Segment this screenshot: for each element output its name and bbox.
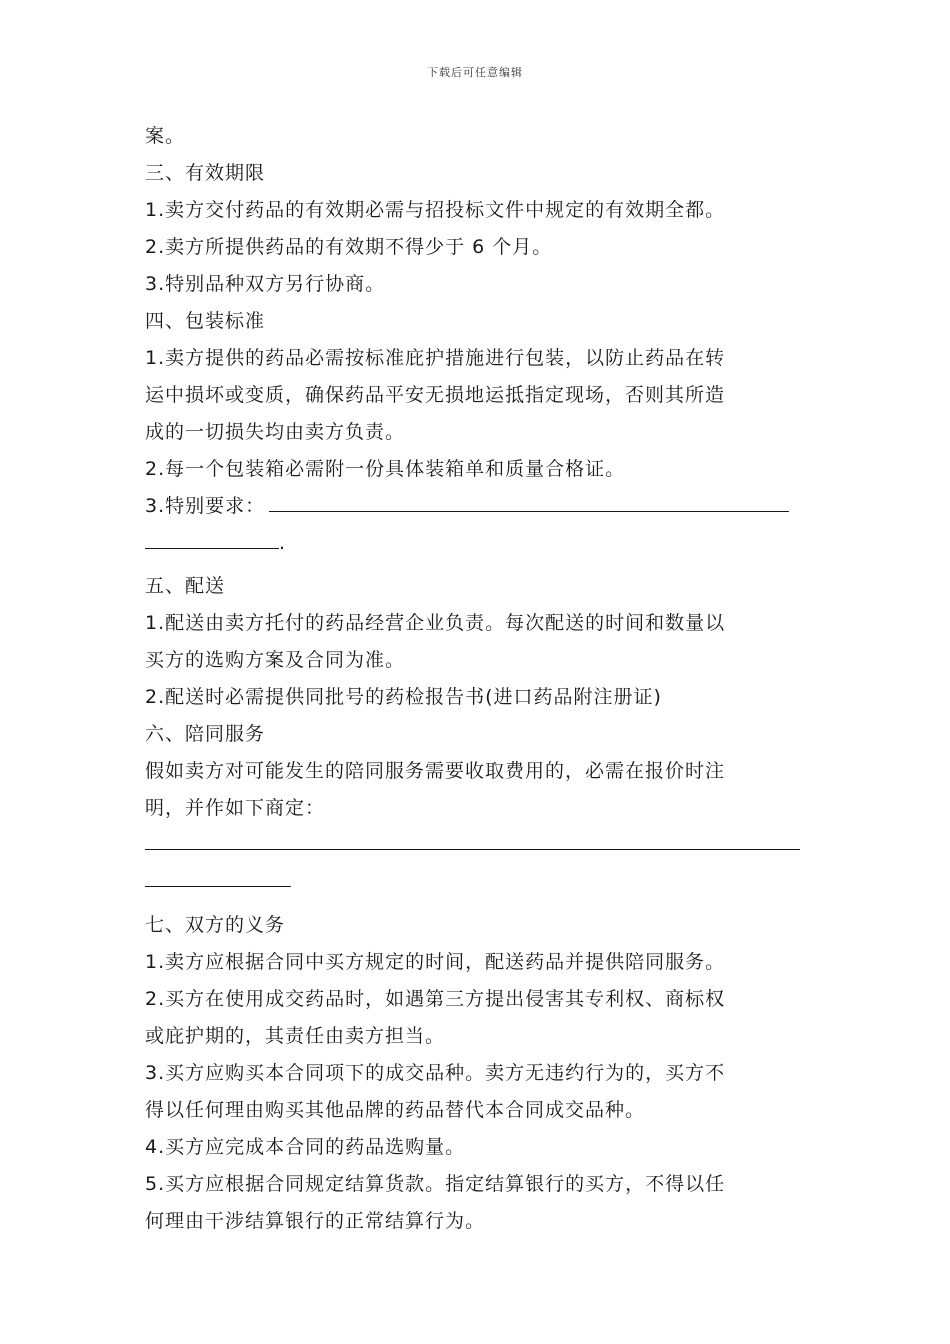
fill-in-blank <box>269 491 789 512</box>
section-heading: 六、陪同服务 <box>145 723 266 745</box>
page-header-note: 下载后可任意编辑 <box>427 66 523 79</box>
text-line: 明，并作如下商定： <box>145 797 326 819</box>
text-line: 运中损坏或变质，确保药品平安无损地运抵指定现场，否则其所造 <box>145 384 726 406</box>
text-line: 2.每一个包装箱必需附一份具体装箱单和质量合格证。 <box>145 458 626 480</box>
text-line: 案。 <box>145 125 186 147</box>
text-line: 2.买方在使用成交药品时，如遇第三方提出侵害其专利权、商标权 <box>145 988 726 1010</box>
text-line: 1.卖方应根据合同中买方规定的时间，配送药品并提供陪同服务。 <box>145 951 726 973</box>
text-line: 或庇护期的，其责任由卖方担当。 <box>145 1025 446 1047</box>
special-request-line <box>145 488 810 525</box>
agreement-fill-line <box>145 864 810 901</box>
section-heading: 七、双方的义务 <box>145 914 286 936</box>
fill-in-blank <box>145 866 291 887</box>
special-request-continuation <box>145 525 810 562</box>
special-request-label: 3.特别要求： <box>145 495 266 517</box>
text-line: 2.配送时必需提供同批号的药检报告书(进口药品附注册证) <box>145 686 662 708</box>
section-heading: 三、有效期限 <box>145 162 266 184</box>
text-line: 4.买方应完成本合同的药品选购量。 <box>145 1136 466 1158</box>
end-mark: . <box>279 532 287 554</box>
text-line: 5.买方应根据合同规定结算货款。指定结算银行的买方，不得以任 <box>145 1173 726 1195</box>
text-line: 得以任何理由购买其他品牌的药品替代本合同成交品种。 <box>145 1099 646 1121</box>
text-line: 1.卖方提供的药品必需按标准庇护措施进行包装，以防止药品在转 <box>145 347 726 369</box>
text-line: 3.特别品种双方另行协商。 <box>145 273 386 295</box>
section-heading: 五、配送 <box>145 575 226 597</box>
agreement-fill-line <box>145 827 810 864</box>
text-line: 成的一切损失均由卖方负责。 <box>145 421 406 443</box>
text-line: 1.配送由卖方托付的药品经营企业负责。每次配送的时间和数量以 <box>145 612 726 634</box>
fill-in-blank <box>145 528 279 549</box>
text-line: 3.买方应购买本合同项下的成交品种。卖方无违约行为的，买方不 <box>145 1062 726 1084</box>
document-body <box>145 118 810 1240</box>
text-line: 何理由干涉结算银行的正常结算行为。 <box>145 1210 486 1232</box>
text-line: 买方的选购方案及合同为准。 <box>145 649 406 671</box>
text-line: 1.卖方交付药品的有效期必需与招投标文件中规定的有效期全都。 <box>145 199 726 221</box>
section-heading: 四、包装标准 <box>145 310 266 332</box>
fill-in-blank <box>145 829 800 850</box>
text-line: 假如卖方对可能发生的陪同服务需要收取费用的，必需在报价时注 <box>145 760 726 782</box>
text-line: 2.卖方所提供药品的有效期不得少于 6 个月。 <box>145 236 553 258</box>
